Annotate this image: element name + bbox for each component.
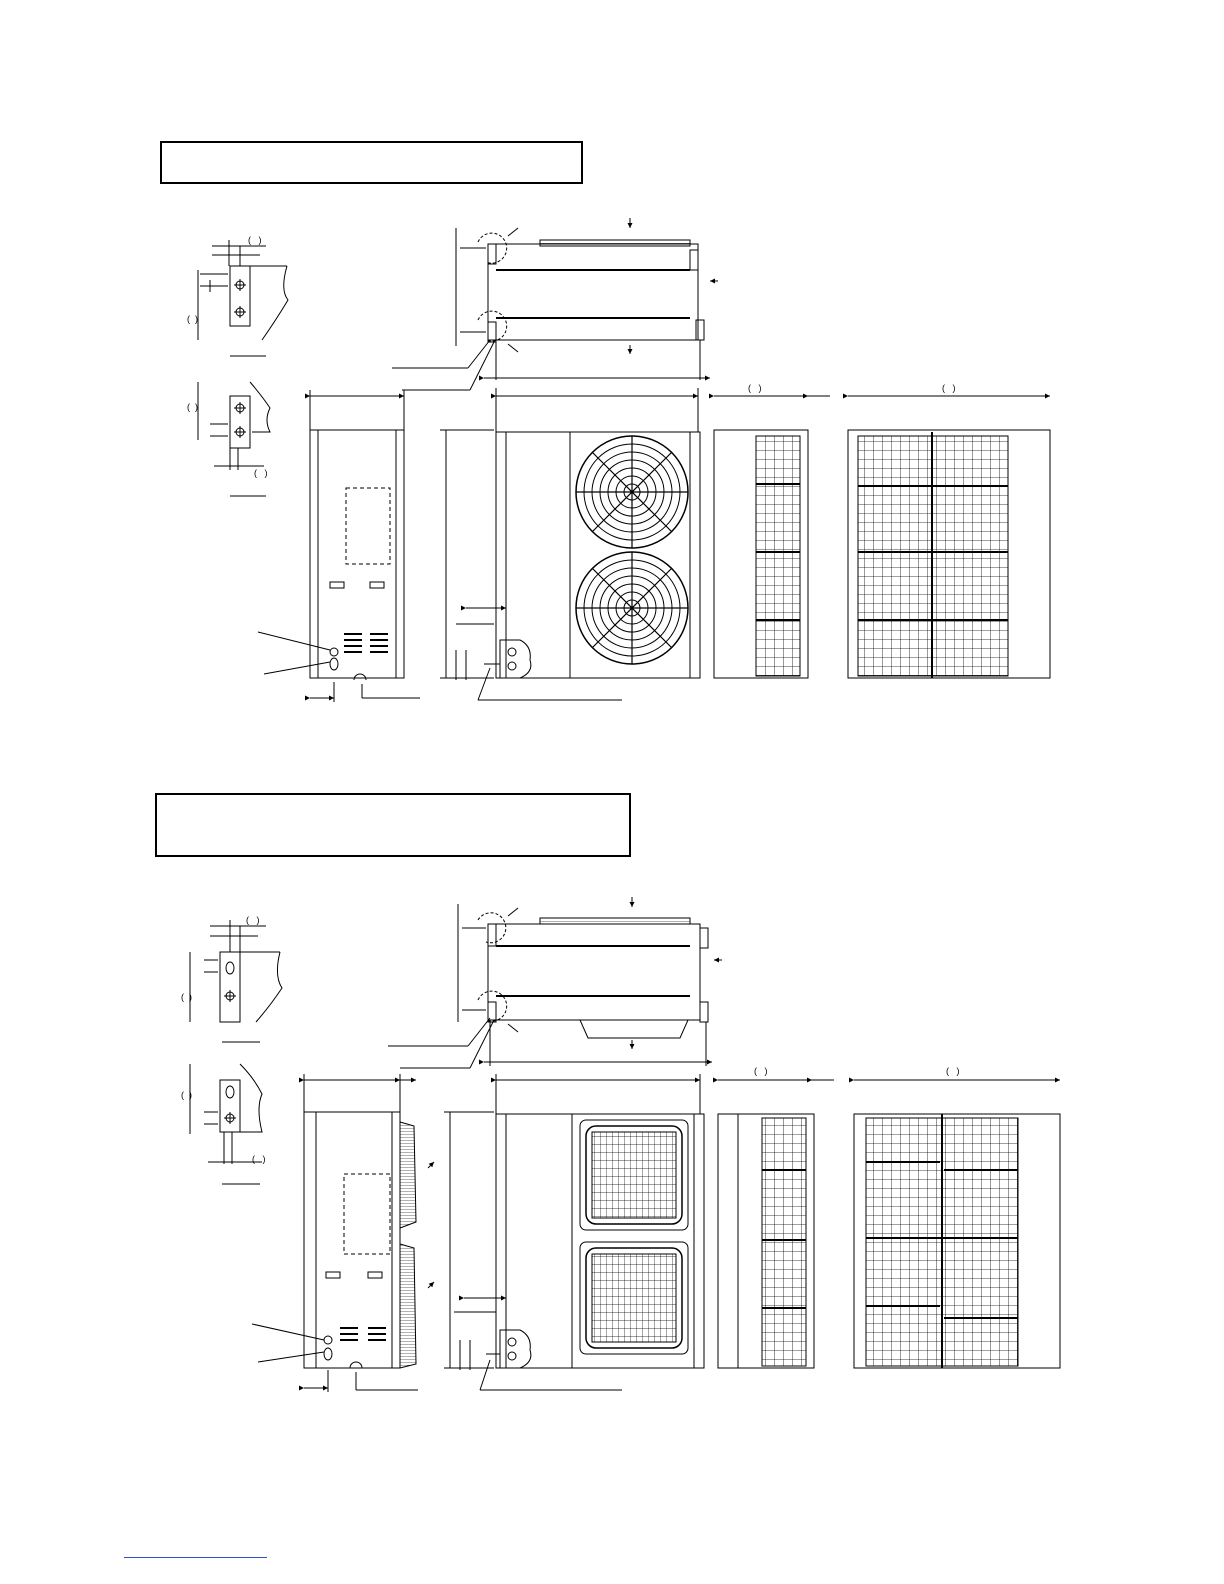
footer-rule <box>124 1557 267 1558</box>
service-valve-2 <box>486 1330 531 1368</box>
right-side-view-2 <box>718 1066 834 1368</box>
svg-text:( ): ( ) <box>187 402 198 412</box>
svg-text:( ): ( ) <box>181 992 192 1002</box>
rear-view-2 <box>854 1066 1060 1368</box>
mounting-bracket-detail-top-1 <box>187 235 288 356</box>
mounting-bracket-detail-top-2 <box>181 915 282 1042</box>
fan-grille-upper-2 <box>580 1120 688 1230</box>
svg-text:( ): ( ) <box>754 1066 768 1076</box>
svg-text:( ): ( ) <box>187 314 198 324</box>
svg-text:( ): ( ) <box>248 235 262 245</box>
service-valve-1 <box>484 640 531 678</box>
svg-text:( ): ( ) <box>942 383 956 393</box>
top-view-2 <box>388 897 722 1068</box>
svg-text:( ): ( ) <box>252 1154 266 1164</box>
svg-text:( ): ( ) <box>748 383 762 393</box>
svg-text:( ): ( ) <box>254 468 268 478</box>
rear-view-1 <box>848 383 1050 678</box>
side-view-2 <box>252 1074 434 1392</box>
outdoor-unit-drawing-1 <box>187 218 1050 702</box>
front-view-2 <box>444 1074 704 1390</box>
side-view-1 <box>258 390 420 702</box>
mounting-bracket-detail-bottom-1 <box>187 382 270 496</box>
svg-text:( ): ( ) <box>246 915 260 925</box>
right-side-view-1 <box>714 383 830 678</box>
front-view-1 <box>440 388 700 700</box>
fan-guard-lower-1 <box>576 552 688 664</box>
fan-guard-upper-1 <box>576 436 688 548</box>
mounting-bracket-detail-bottom-2 <box>181 1064 266 1184</box>
svg-text:( ): ( ) <box>946 1066 960 1076</box>
svg-text:( ): ( ) <box>181 1090 192 1100</box>
fan-grille-lower-2 <box>580 1242 688 1354</box>
outdoor-unit-drawing-2 <box>181 897 1060 1392</box>
top-view-1 <box>392 218 718 390</box>
